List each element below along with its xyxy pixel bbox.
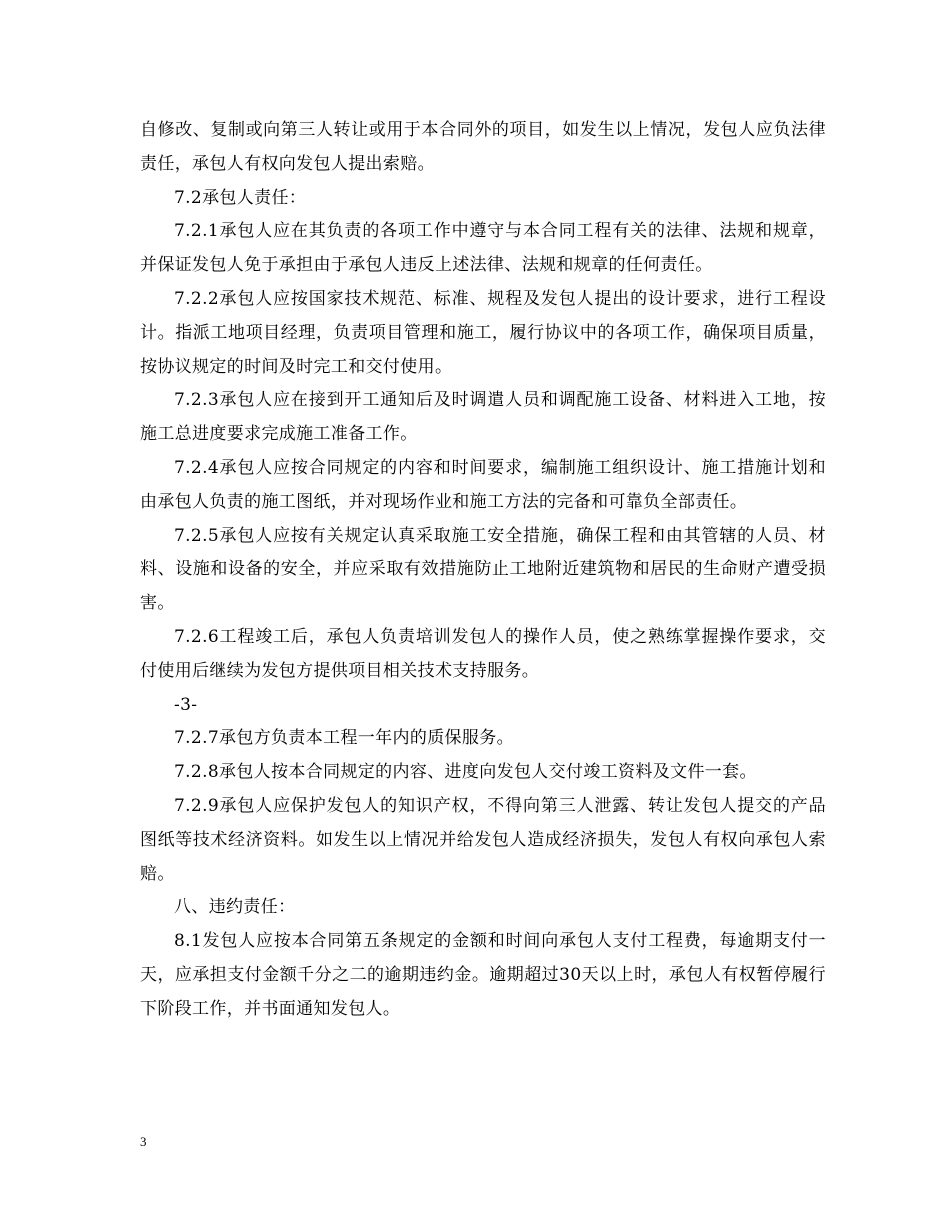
page-number: 3 <box>140 1134 147 1149</box>
clause-7-2-7: 7.2.7承包方负责本工程一年内的质保服务。 <box>174 728 514 749</box>
paragraph-continuation: 自修改、复制或向第三人转让或用于本合同外的项目，如发生以上情况，发包人应负法律责任，承包人有权向发包人提出索赔。 <box>140 120 826 174</box>
clause-7-2-6: 7.2.6工程竣工后，承包人负责培训发包人的操作人员，使之熟练掌握操作要求，交付使用后继续为发包方提供项目相关技术支持服务。 <box>140 626 826 681</box>
clause-7-2-9: 7.2.9承包人应保护发包人的知识产权，不得向第三人泄露、转让发包人提交的产品图纸等技术经济资料。如发生以上情况并给发包人造成经济损失，发包人有权向承包人索赔。 <box>140 795 826 884</box>
clause-7-2-8: 7.2.8承包人按本合同规定的内容、进度向发包人交付竣工资料及文件一套。 <box>174 762 757 783</box>
clause-7-2-4: 7.2.4承包人应按合同规定的内容和时间要求，编制施工组织设计、施工措施计划和由承包人负责的施工图纸，并对现场作业和施工方法的完备和可靠负全部责任。 <box>140 457 826 512</box>
clause-7-2-1: 7.2.1承包人应在其负责的各项工作中遵守与本合同工程有关的法律、法规和规章，并保证发包人免于承担由于承包人违反上述法律、法规和规章的任何责任。 <box>140 221 826 276</box>
clause-7-2-5: 7.2.5承包人应按有关规定认真采取施工安全措施，确保工程和由其管辖的人员、材料、设施和设备的安全，并应采取有效措施防止工地附近建筑物和居民的生命财产遭受损害。 <box>140 525 826 614</box>
clause-8-1: 8.1发包人应按本合同第五条规定的金额和时间向承包人支付工程费，每逾期支付一天，应承担支付金额千分之二的逾期违约金。逾期超过30天以上时，承包人有权暂停履行下阶段工作，并书面通知发包人。 <box>140 931 826 1019</box>
clause-7-2-3: 7.2.3承包人应在接到开工通知后及时调遣人员和调配施工设备、材料进入工地，按施工总进度要求完成施工准备工作。 <box>140 390 826 445</box>
clause-7-2-2: 7.2.2承包人应按国家技术规范、标准、规程及发包人提出的设计要求，进行工程设计。指派工地项目经理，负责项目管理和施工，履行协议中的各项工作，确保项目质量，按协议规定的时间及时完工和交付使用。 <box>140 288 826 377</box>
document-body <box>140 114 826 1027</box>
inline-page-marker: -3- <box>174 694 198 715</box>
section-heading-7-2: 7.2承包人责任： <box>174 187 307 208</box>
section-heading-8: 八、违约责任： <box>174 897 296 918</box>
